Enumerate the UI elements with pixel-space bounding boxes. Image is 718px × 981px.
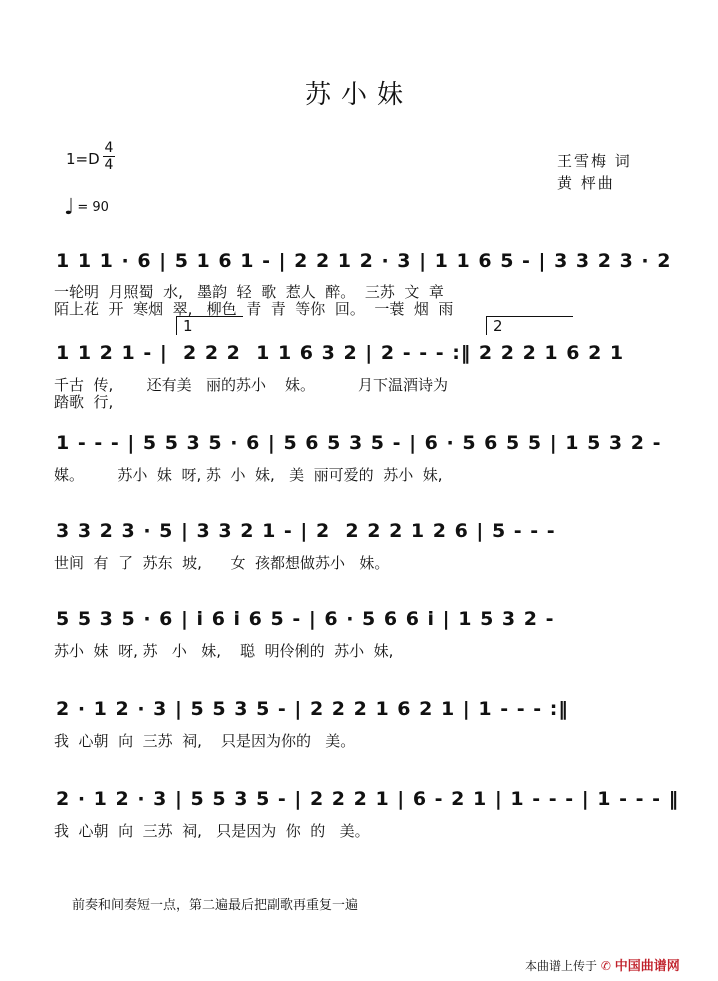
notes-row-3 (54, 428, 674, 460)
lyric-line-7: 我 心朝 向 三苏 祠, 只是因为 你 的 美。 (54, 822, 370, 840)
key-signature: 1=D (66, 150, 100, 168)
source-brand: 中国曲谱网 (614, 959, 680, 974)
volta-bracket-1 (176, 316, 243, 335)
brand-logo-icon: ✆ (600, 959, 611, 973)
lyric-line-2b: 踏歌 行, (54, 393, 114, 411)
tempo-value: = 90 (77, 200, 109, 215)
lyric-line-4: 世间 有 了 苏东 坡, 女 孩都想做苏小 妹。 (54, 554, 390, 572)
notation-line: 3 3 2 3 · 5 | 3 3 2 1 - | 2 2 2 2 1 2 6 | 5 - - - (56, 520, 556, 542)
notation-line: 1 - - - | 5 5 3 5 · 6 | 5 6 5 3 5 - | 6 · 5 6 5 5 | 1 5 3 2 - (56, 432, 662, 454)
notation-line: 2 · 1 2 · 3 | 5 5 3 5 - | 2 2 2 1 | 6 - 2 1 | 1 - - - | 1 - - - ‖ (56, 788, 680, 810)
lyric-line-6: 我 心朝 向 三苏 祠, 只是因为你的 美。 (54, 732, 356, 750)
notation-line: 2 · 1 2 · 3 | 5 5 3 5 - | 2 2 2 1 6 2 1 | 1 - - - :‖ (56, 698, 569, 720)
notation-line: 1 1 2 1 - | 2 2 2 1 1 6 3 2 | 2 - - - :‖ 2 2 2 1 6 2 1 (56, 342, 625, 364)
tempo-marking (64, 195, 109, 220)
volta-bracket-2 (486, 316, 573, 335)
quarter-note-icon: ♩ (64, 195, 75, 220)
notes-row-1 (54, 246, 674, 278)
footnote: 前奏和间奏短一点，第二遍最后把副歌再重复一遍 (72, 898, 359, 913)
time-sig-top: 4 (104, 140, 114, 156)
notes-row-5 (54, 604, 674, 636)
notation-line: 5 5 3 5 · 6 | i 6 i 6 5 - | 6 · 5 6 6 i | 1 5 3 2 - (56, 608, 555, 630)
source-prefix: 本曲谱上传于 (525, 959, 598, 973)
notation-line: 1 1 1 · 6 | 5 1 6 1 - | 2 2 1 2 · 3 | 1 1 6 5 - | 3 3 2 3 · 2 (56, 250, 672, 272)
lyric-line-2a: 千古 传, 还有美 丽的苏小 妹。 月下温酒诗为 (54, 376, 448, 394)
volta-1-label: 1 (183, 317, 193, 335)
source-credit (525, 955, 680, 974)
notes-row-2 (54, 338, 674, 370)
lyric-line-1a: 一轮明 月照蜀 水, 墨韵 轻 歌 惹人 醉。 三苏 文 章 (54, 283, 444, 301)
notes-row-4 (54, 516, 674, 548)
lyric-line-1b: 陌上花 开 寒烟 翠, 柳色 青 青 等你 回。 一蓑 烟 雨 (54, 300, 454, 318)
notes-row-6 (54, 694, 674, 726)
lyric-line-3: 媒。 苏小 妹 呀, 苏 小 妹, 美 丽可爱的 苏小 妹, (54, 466, 443, 484)
lyric-line-5: 苏小 妹 呀, 苏 小 妹, 聪 明伶俐的 苏小 妹, (54, 642, 394, 660)
song-title: 苏小妹 (304, 80, 413, 110)
volta-2-label: 2 (493, 317, 503, 335)
notes-row-7 (54, 784, 680, 816)
time-signature (103, 141, 115, 172)
time-sig-bottom: 4 (104, 157, 114, 173)
composer-credit: 黄 枰曲 (557, 174, 615, 192)
lyricist-credit: 王雪梅 词 (557, 152, 632, 170)
